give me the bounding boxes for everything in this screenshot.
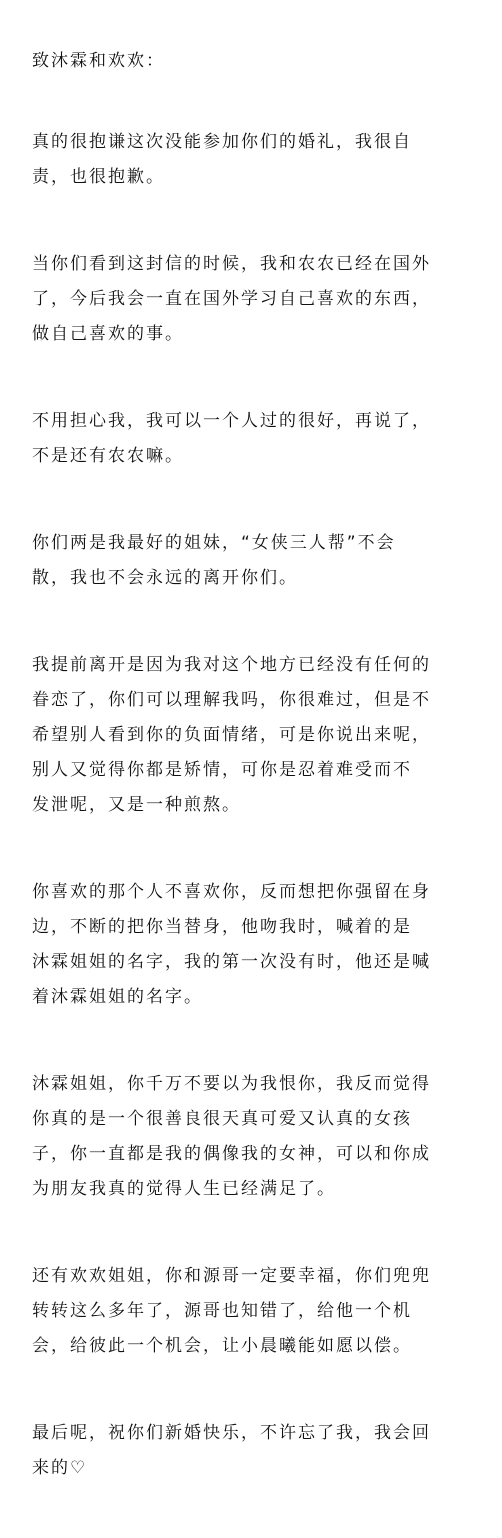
paragraph-line: 别人又觉得你都是矫情，可你是忍着难受而不 bbox=[32, 760, 412, 780]
paragraph-line: 子，你一直都是我的偶像我的女神，可以和你成 bbox=[32, 1144, 431, 1164]
paragraph-line: 最后呢，祝你们新婚快乐，不许忘了我，我会回 bbox=[32, 1423, 431, 1443]
paragraph-line: 沐霖姐姐的名字，我的第一次没有时，他还是喊 bbox=[32, 952, 431, 972]
paragraph-line: 做自己喜欢的事。 bbox=[32, 324, 184, 344]
paragraph-8 bbox=[32, 1259, 472, 1364]
paragraph-1 bbox=[32, 125, 472, 195]
paragraph-2 bbox=[32, 247, 472, 352]
paragraph-line: 了，今后我会一直在国外学习自己喜欢的东西， bbox=[32, 289, 431, 309]
paragraph-line: 发泄呢，又是一种煎熬。 bbox=[32, 795, 241, 815]
paragraph-line: 边，不断的把你当替身，他吻我时，喊着的是 bbox=[32, 917, 412, 937]
paragraph-5 bbox=[32, 648, 472, 823]
paragraph-line: 会，给彼此一个机会，让小晨曦能如愿以偿。 bbox=[32, 1336, 412, 1356]
paragraph-line: 为朋友我真的觉得人生已经满足了。 bbox=[32, 1179, 336, 1199]
paragraph-line: 希望别人看到你的负面情绪，可是你说出来呢， bbox=[32, 725, 431, 745]
paragraph-line: 不是还有农农嘛。 bbox=[32, 446, 184, 466]
paragraph-6 bbox=[32, 875, 472, 1015]
paragraph-line: 你喜欢的那个人不喜欢你，反而想把你强留在身 bbox=[32, 882, 431, 902]
greeting: 致沐霖和欢欢： bbox=[32, 51, 165, 71]
paragraph-line: 当你们看到这封信的时候，我和农农已经在国外 bbox=[32, 254, 431, 274]
paragraph-line: 散，我也不会永远的离开你们。 bbox=[32, 568, 298, 588]
paragraph-line: 眷恋了，你们可以理解我吗，你很难过，但是不 bbox=[32, 690, 431, 710]
paragraph-line: 真的很抱谦这次没能参加你们的婚礼，我很自 bbox=[32, 132, 412, 152]
paragraph-line: 沐霖姐姐，你千万不要以为我恨你，我反而觉得 bbox=[32, 1074, 431, 1094]
paragraph-line: 着沐霖姐姐的名字。 bbox=[32, 987, 203, 1007]
paragraph-3 bbox=[32, 404, 472, 474]
paragraph-line: 责，也很抱歉。 bbox=[32, 167, 165, 187]
paragraph-line: 你们两是我最好的姐妹，“女侠三人帮”不会 bbox=[32, 533, 396, 553]
paragraph-line: 还有欢欢姐姐，你和源哥一定要幸福，你们兜兜 bbox=[32, 1266, 431, 1286]
paragraph-7 bbox=[32, 1067, 472, 1207]
paragraph-line: 来的♡ bbox=[32, 1458, 88, 1478]
paragraph-line: 转转这么多年了，源哥也知错了，给他一个机 bbox=[32, 1301, 412, 1321]
paragraph-line: 我提前离开是因为我对这个地方已经没有任何的 bbox=[32, 655, 431, 675]
paragraph-4 bbox=[32, 526, 472, 596]
letter bbox=[32, 44, 472, 1538]
paragraph-9 bbox=[32, 1416, 472, 1486]
paragraph-line: 不用担心我，我可以一个人过的很好，再说了， bbox=[32, 411, 431, 431]
paragraph-line: 你真的是一个很善良很天真可爱又认真的女孩 bbox=[32, 1109, 412, 1129]
